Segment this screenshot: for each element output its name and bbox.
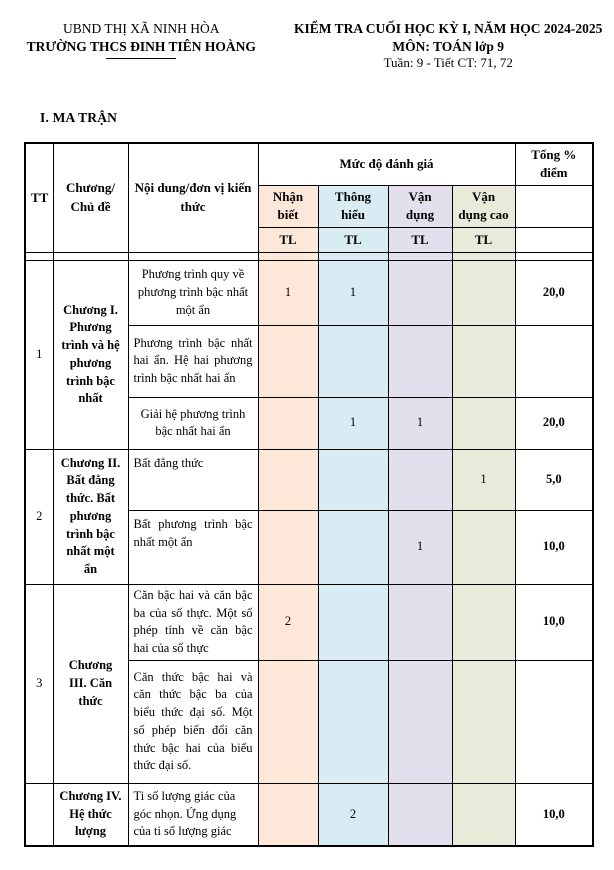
total-cell: [515, 660, 593, 783]
van-dung-cell: [388, 584, 452, 660]
letterhead-exam-block: [282, 20, 614, 72]
total-cell: [515, 325, 593, 397]
table-row: [25, 449, 593, 510]
van-dung-cell: 1: [388, 397, 452, 449]
spacer-cell: [25, 252, 53, 260]
header-cell-content: Nội dung/đơn vị kiến thức: [128, 143, 258, 252]
nhan-biet-cell: 2: [258, 584, 318, 660]
spacer-cell: [388, 252, 452, 260]
total-cell: 20,0: [515, 397, 593, 449]
van-dung-cao-cell: [452, 325, 515, 397]
chapter-cell-3: Chương III. Căn thức: [53, 584, 128, 783]
org-underline-rule: [106, 58, 176, 59]
tl-header-thong-hieu: TL: [318, 227, 388, 252]
content-cell: Phương trình bậc nhất hai ẩn. Hệ hai phương trình bậc nhất hai ẩn: [128, 325, 258, 397]
van-dung-cell: [388, 660, 452, 783]
level-header-van-dung: Vận dụng: [388, 185, 452, 227]
spacer-cell: [53, 252, 128, 260]
content-cell: Giải hệ phương trình bậc nhất hai ẩn: [128, 397, 258, 449]
thong-hieu-cell: [318, 449, 388, 510]
org-name-line1: UBND THỊ XÃ NINH HÒA: [62, 21, 220, 36]
total-cell: 5,0: [515, 449, 593, 510]
level-header-van-dung-cao: Vận dụng cao: [452, 185, 515, 227]
total-cell: 10,0: [515, 510, 593, 584]
content-cell: Bất phương trình bậc nhất một ẩn: [128, 510, 258, 584]
thong-hieu-cell: 2: [318, 783, 388, 846]
tl-header-van-dung-cao: TL: [452, 227, 515, 252]
thong-hieu-cell: [318, 660, 388, 783]
chapter-cell-2: Chương II. Bất đẳng thức. Bất phương trình bậc nhất một ẩn: [53, 449, 128, 584]
content-cell: Ti số lượng giác của góc nhọn. Ứng dụng của ti số lượng giác: [128, 783, 258, 846]
content-cell: Phương trình quy về phương trình bậc nhất một ẩn: [128, 260, 258, 325]
table-row: [25, 584, 593, 660]
total-header-spacer: [515, 185, 593, 227]
thong-hieu-cell: [318, 325, 388, 397]
spacer-cell: [128, 252, 258, 260]
van-dung-cell: [388, 783, 452, 846]
total-cell: 20,0: [515, 260, 593, 325]
van-dung-cao-cell: 1: [452, 449, 515, 510]
level-header-nhan-biet: Nhận biết: [258, 185, 318, 227]
content-cell: Căn thức bậc hai và căn thức bậc ba của biểu thức đại số. Một số phép biến đổi căn thức bậc hai của biểu thức đại số.: [128, 660, 258, 783]
nhan-biet-cell: 1: [258, 260, 318, 325]
exam-week-periods: Tuần: 9 - Tiết CT: 71, 72: [383, 55, 513, 71]
nhan-biet-cell: [258, 660, 318, 783]
header-cell-chapter: Chương/ Chủ đề: [53, 143, 128, 252]
content-cell: Căn bậc hai và căn bậc ba của số thực. Một số phép tính về căn bậc hai của số thực: [128, 584, 258, 660]
spacer-cell: [258, 252, 318, 260]
nhan-biet-cell: [258, 510, 318, 584]
tt-cell-3: 3: [25, 584, 53, 783]
tt-cell-2: 2: [25, 449, 53, 584]
thong-hieu-cell: [318, 510, 388, 584]
tl-header-van-dung: TL: [388, 227, 452, 252]
spacer-cell: [515, 252, 593, 260]
exam-subject: MÔN: TOÁN lớp 9: [392, 38, 505, 54]
total-cell: 10,0: [515, 783, 593, 846]
van-dung-cao-cell: [452, 660, 515, 783]
table-row: [25, 783, 593, 846]
nhan-biet-cell: [258, 325, 318, 397]
letterhead: [0, 0, 614, 72]
spacer-cell: [452, 252, 515, 260]
header-cell-total: Tổng % điểm: [515, 143, 593, 185]
thong-hieu-cell: [318, 584, 388, 660]
chapter-cell-4: Chương IV. Hệ thức lượng: [53, 783, 128, 846]
section-title-ma-tran: I. MA TRẬN: [40, 109, 118, 125]
van-dung-cao-cell: [452, 260, 515, 325]
tt-cell-1: 1: [25, 260, 53, 449]
header-cell-tt: TT: [25, 143, 53, 252]
letterhead-org-block: [0, 20, 282, 72]
header-cell-levels: Mức độ đánh giá: [258, 143, 515, 185]
tt-cell-4: [25, 783, 53, 846]
total-cell: 10,0: [515, 584, 593, 660]
org-name-line2: TRƯỜNG THCS ĐINH TIÊN HOÀNG: [26, 38, 256, 54]
nhan-biet-cell: [258, 783, 318, 846]
table-row: [25, 260, 593, 325]
van-dung-cao-cell: [452, 397, 515, 449]
van-dung-cao-cell: [452, 510, 515, 584]
matrix-table: [24, 142, 594, 847]
van-dung-cao-cell: [452, 783, 515, 846]
thong-hieu-cell: 1: [318, 397, 388, 449]
van-dung-cao-cell: [452, 584, 515, 660]
spacer-cell: [318, 252, 388, 260]
van-dung-cell: 1: [388, 510, 452, 584]
van-dung-cell: [388, 449, 452, 510]
tl-header-nhan-biet: TL: [258, 227, 318, 252]
level-header-thong-hieu: Thông hiểu: [318, 185, 388, 227]
van-dung-cell: [388, 260, 452, 325]
chapter-cell-1: Chương I. Phương trình và hệ phương trình bậc nhất: [53, 260, 128, 449]
thong-hieu-cell: 1: [318, 260, 388, 325]
exam-title: KIỂM TRA CUỐI HỌC KỲ I, NĂM HỌC 2024-2025: [294, 21, 603, 36]
nhan-biet-cell: [258, 449, 318, 510]
van-dung-cell: [388, 325, 452, 397]
nhan-biet-cell: [258, 397, 318, 449]
total-tl-spacer: [515, 227, 593, 252]
content-cell: Bất đẳng thức: [128, 449, 258, 510]
